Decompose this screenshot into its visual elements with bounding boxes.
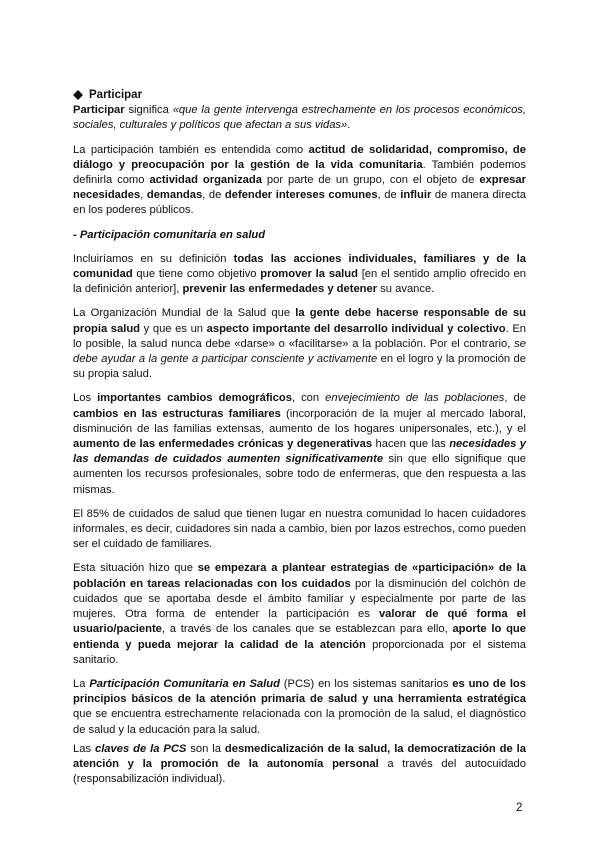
text-span: , [140, 189, 147, 202]
paragraph-p5 [73, 391, 526, 497]
text-span: hacen que las [372, 438, 450, 451]
text-span: , de [504, 392, 526, 405]
text-span: a través del autocuidado (responsabilización individual). [73, 757, 527, 786]
text-span: actividad organizada [149, 174, 262, 187]
text-span: desmedicalización de la salud, la democratización de la atención y la promoción de la autonomía personal [73, 742, 526, 770]
text-span: aumento de las enfermedades crónicas y degenerativas [73, 438, 373, 451]
paragraph-p8 [73, 677, 526, 738]
text-span: por parte de un grupo, con el objeto de [261, 174, 480, 187]
text-span: demandas [146, 189, 203, 202]
text-span: expresar necesidades [73, 174, 526, 202]
text-span: Las [73, 742, 95, 755]
text-span: [en el sentido amplio ofrecido en la definición anterior], [73, 268, 526, 296]
paragraph-p7 [73, 561, 526, 667]
text-span: su avance. [377, 283, 435, 296]
text-span: se debe ayudar a la gente a participar consciente y activamente [73, 337, 526, 366]
text-span: en el logro y la promoción de su propia salud. [73, 353, 526, 381]
paragraph-p9 [73, 742, 526, 788]
paragraph-p4 [73, 306, 526, 382]
text-span: Los [73, 392, 98, 405]
text-span: influir [400, 189, 432, 202]
text-span: , de [377, 189, 401, 202]
text-span: , a través de los canales que se establezcan para ello, [161, 623, 453, 636]
text-span: proporcionada por el sistema sanitario. [73, 638, 526, 666]
page-number: 2 [516, 802, 523, 814]
section-heading-text: Participar [89, 89, 143, 101]
text-span: son la [186, 742, 225, 755]
text-span: La Organización Mundial de la Salud que [73, 307, 296, 320]
text-span: es uno de los principios básicos de la atención primaria de salud y una herramienta estratégica [73, 677, 526, 706]
text-span: (incorporación de la mujer al mercado laboral, disminución de las familias extensas, aumento de los hogares unipersonales, etc.), y el [73, 407, 526, 435]
text-span: La participación también es entendida como [73, 143, 309, 156]
text-span: Incluiríamos en su definición [73, 252, 234, 265]
text-span: promover la salud [260, 268, 358, 281]
text-span: todas las acciones individuales, familiares y de la comunidad [73, 252, 526, 281]
text-span: El 85% de cuidados de salud que tienen lugar en nuestra comunidad lo hacen cuidadores informales, es decir, cuidadores sin nada a cambio, bien por lazos estrechos, como pueden ser el cuidado de familiares. [73, 507, 526, 551]
text-span: . También podemos definirla como [73, 158, 526, 187]
text-span: necesidades y las demandas de cuidados aumenten significativamente [73, 438, 527, 466]
text-span: se empezara a plantear estrategias de «participación» de la población en tareas relacionadas con los cuidados [73, 562, 526, 590]
body-paragraphs [73, 252, 526, 788]
text-span: importantes cambios demográficos [97, 392, 292, 405]
diamond-bullet-icon [73, 90, 83, 100]
text-span: que tiene como objetivo [132, 268, 261, 281]
paragraph-p1 [73, 103, 526, 133]
text-span: prevenir las enfermedades y detener [182, 283, 378, 296]
text-span: Esta situación hizo que [73, 562, 198, 575]
text-span: envejecimiento de las poblaciones [325, 392, 505, 405]
text-span: Participar [73, 104, 125, 117]
intro-paragraphs [73, 103, 526, 218]
text-span: . En lo posible, la salud nunca debe «darse» o «facilitarse» a la población. Por el contrario, [73, 322, 527, 350]
text-span: actitud de solidaridad, compromiso, de diálogo y preocupación por la gestión de la vida comunitaria [73, 143, 526, 171]
text-span: (PCS) en los sistemas sanitarios [279, 677, 453, 690]
text-span: claves de la PCS [94, 742, 187, 755]
text-span: valorar de qué forma el usuario/paciente [73, 608, 527, 636]
section-heading [73, 88, 526, 103]
text-span: . [347, 119, 351, 132]
text-span: de manera directa en los poderes públicos. [73, 189, 526, 217]
text-span: sin que ello signifique que aumenten los recursos profesionales, sobre todo de enfermeras, que den respuesta a las mismas. [73, 453, 526, 496]
text-span: la gente debe hacerse responsable de su propia salud [73, 307, 526, 335]
paragraph-p6 [73, 507, 526, 553]
text-span: La [73, 677, 90, 690]
text-span: significa [124, 104, 173, 117]
text-span: aspecto importante del desarrollo individual y colectivo [206, 322, 506, 335]
text-span: y que es un [140, 322, 207, 335]
text-span: cambios en las estructuras familiares [73, 407, 281, 420]
text-span: , de [202, 189, 225, 202]
text-span: , con [291, 392, 326, 405]
text-span: Participación Comunitaria en Salud [89, 677, 280, 690]
text-span: que se encuentra estrechamente relacionada con la promoción de la salud, el diagnóstico de salud y la educación para la salud. [73, 708, 526, 736]
paragraph-p3 [73, 252, 526, 298]
page-content [73, 88, 526, 796]
text-span: defender intereses comunes [224, 189, 378, 202]
text-span: «que la gente intervenga estrechamente en los procesos económicos, sociales, culturales y políticos que afectan a sus vidas» [73, 104, 526, 132]
text-span: por la disminución del colchón de cuidados que se aportaba desde el ámbito familiar y especialmente por parte de las mujeres. Otra forma de entender la participación es [73, 577, 526, 621]
text-span: aporte lo que entienda y pueda mejorar la calidad de la atención [73, 623, 526, 651]
paragraph-p2 [73, 143, 526, 219]
sub-heading: - Participación comunitaria en salud [73, 228, 266, 241]
